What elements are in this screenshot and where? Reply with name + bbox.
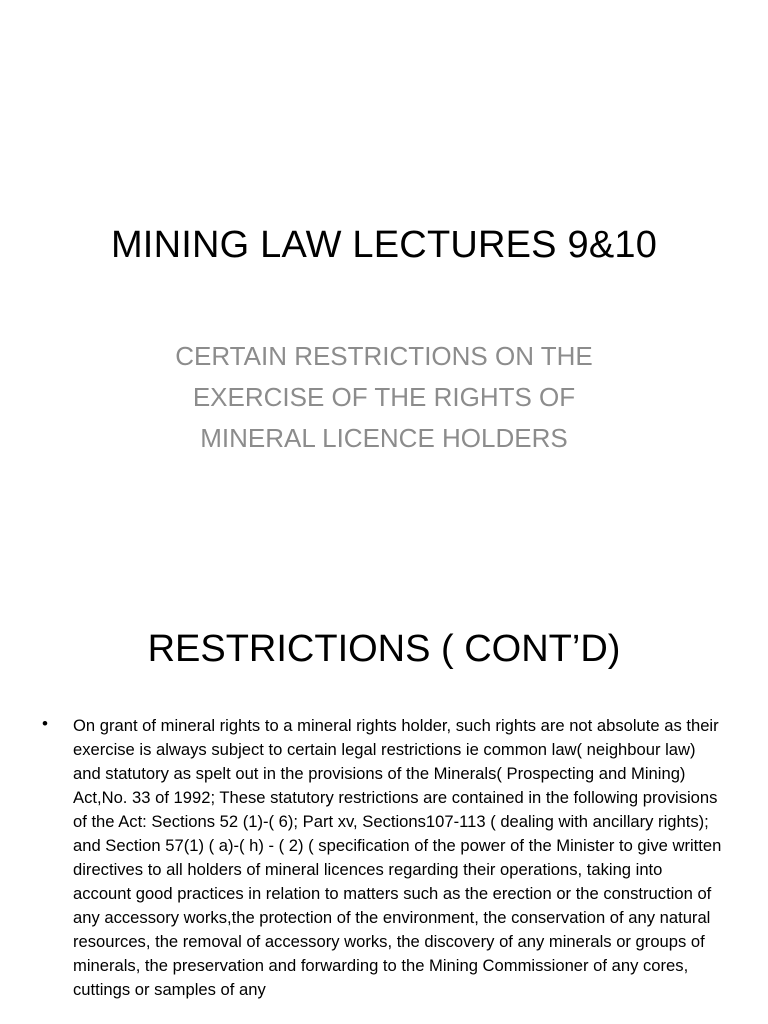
slide-heading: RESTRICTIONS ( CONT’D) [147,628,621,670]
bullet-icon: • [42,714,48,733]
content-slide [0,576,768,1024]
bullet-paragraph: On grant of mineral rights to a mineral rights holder, such rights are not absolute as their exercise is always subject to certain legal restrictions ie common law( neighbour law) and statutory as spelt out in the provisions of the Minerals( Prospecting and Mining) Act,No. 33 of 1992; These statutory restrictions are contained in the following provisions of the Act: Sections 52 (1)-( 6); Part xv, Sections107-113 ( dealing with ancillary rights); and Section 57(1) ( a)-( h) - ( 2) ( specification of the power of the Minister to give written directives to all holders of mineral licences regarding their operations, taking into account good practices in relation to matters such as the erection or the construction of any accessory works,the protection of the environment, the conservation of any natural resources, the removal of accessory works, the discovery of any minerals or groups of minerals, the preservation and forwarding to the Mining Commissioner of any cores, cuttings or samples of any [73,716,722,999]
slide-subtitle: CERTAIN RESTRICTIONS ON THE EXERCISE OF THE RIGHTS OF MINERAL LICENCE HOLDERS [175,341,593,453]
slide-title: MINING LAW LECTURES 9&10 [110,224,658,266]
